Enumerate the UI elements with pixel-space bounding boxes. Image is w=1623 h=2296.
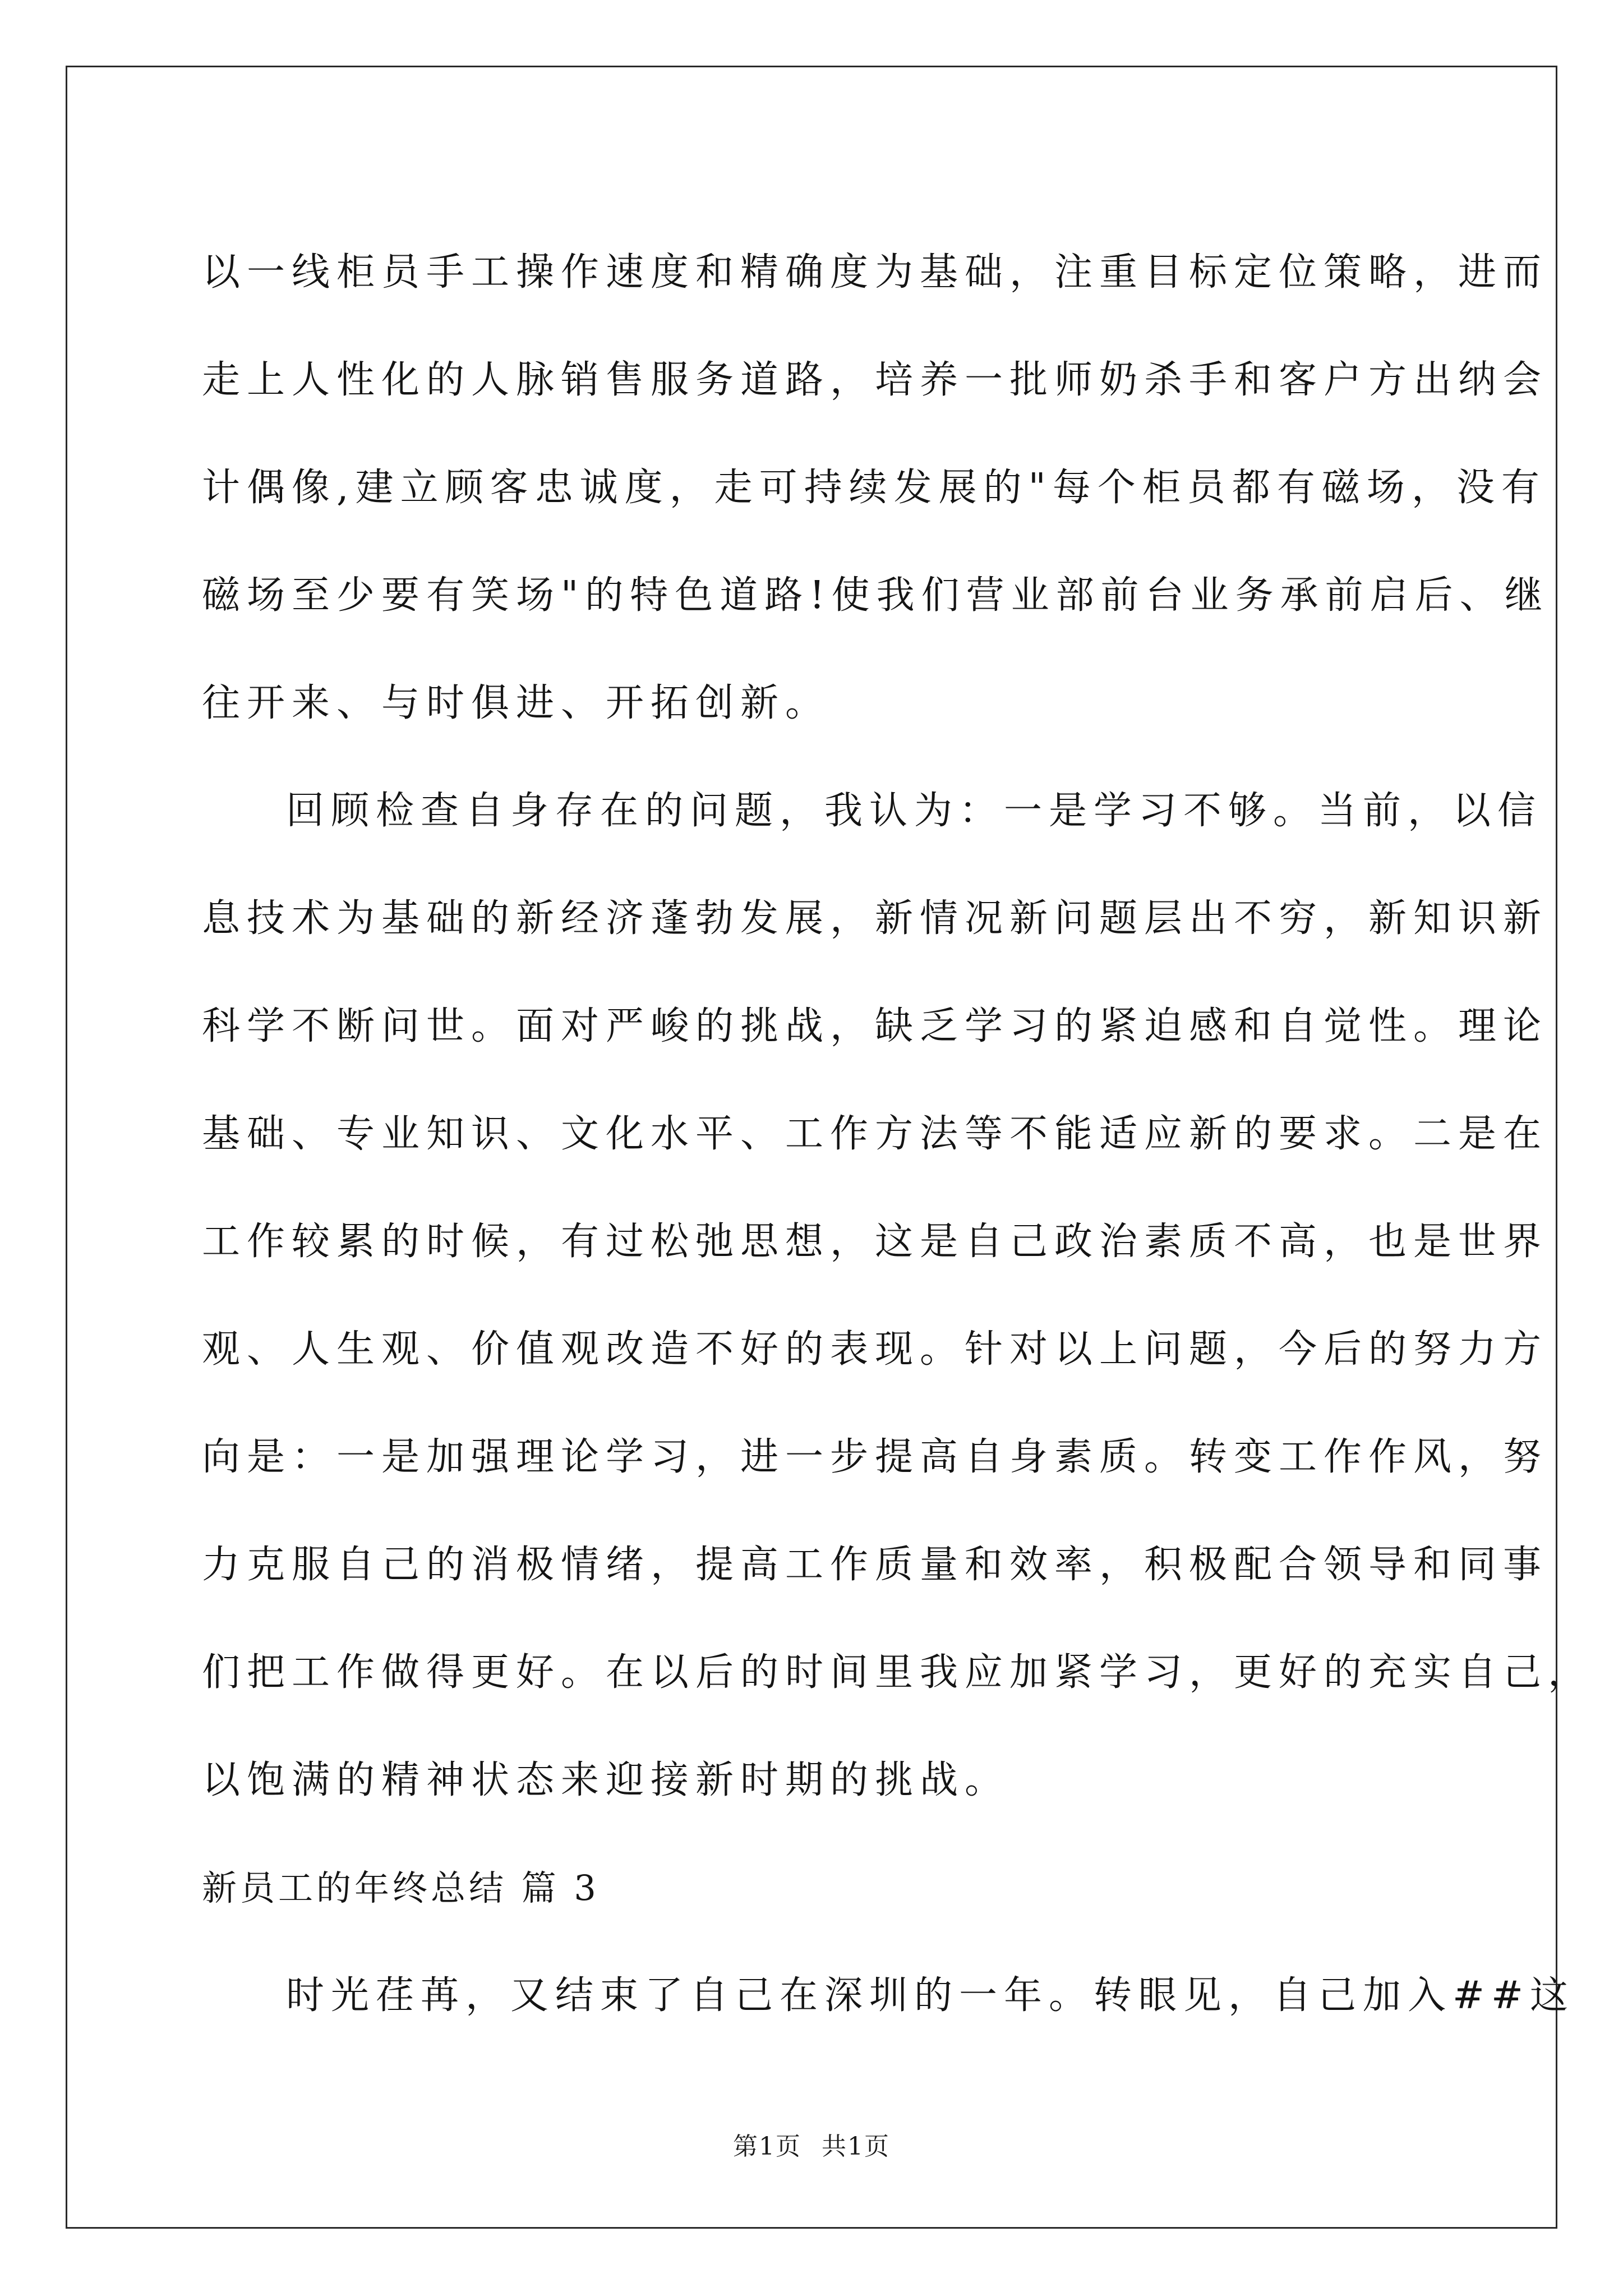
page-total: 共1页 [822, 2132, 890, 2161]
body-line: 们把工作做得更好。在以后的时间里我应加紧学习，更好的充实自己， [202, 1650, 1593, 1695]
body-line: 科学不断问世。面对严峻的挑战，缺乏学习的紧迫感和自觉性。理论 [202, 1004, 1548, 1048]
body-line: 以一线柜员手工操作速度和精确度为基础，注重目标定位策略，进而 [202, 250, 1548, 295]
body-line: 往开来、与时俱进、开拓创新。 [202, 681, 831, 725]
body-line: 力克服自己的消极情绪，提高工作质量和效率，积极配合领导和同事 [202, 1543, 1548, 1587]
body-line: 工作较累的时候，有过松弛思想，这是自己政治素质不高，也是世界 [202, 1220, 1548, 1264]
body-line: 基础、专业知识、文化水平、工作方法等不能适应新的要求。二是在 [202, 1112, 1548, 1156]
page-footer [0, 2126, 1623, 2162]
body-line: 观、人生观、价值观改造不好的表现。针对以上问题，今后的努力方 [202, 1327, 1548, 1372]
body-line: 走上人性化的人脉销售服务道路，培养一批师奶杀手和客户方出纳会 [202, 358, 1548, 402]
page-number: 第1页 [733, 2132, 801, 2161]
section-heading: 新员工的年终总结 篇 3 [202, 1867, 600, 1908]
document-body [202, 219, 1593, 2050]
body-line: 向是：一是加强理论学习，进一步提高自身素质。转变工作作风，努 [202, 1435, 1548, 1479]
body-line: 息技术为基础的新经济蓬勃发展，新情况新问题层出不穷，新知识新 [202, 896, 1548, 941]
body-line: 计偶像,建立顾客忠诚度，走可持续发展的"每个柜员都有磁场，没有 [202, 466, 1546, 510]
paragraph-start-line: 回顾检查自身存在的问题，我认为：一是学习不够。当前，以信 [286, 789, 1543, 833]
body-line: 磁场至少要有笑场"的特色道路!使我们营业部前台业务承前启后、继 [202, 573, 1550, 618]
paragraph-start-line: 时光荏苒，又结束了自己在深圳的一年。转眼见，自己加入##这 [286, 1973, 1575, 2018]
body-line: 以饱满的精神状态来迎接新时期的挑战。 [202, 1758, 1010, 1802]
